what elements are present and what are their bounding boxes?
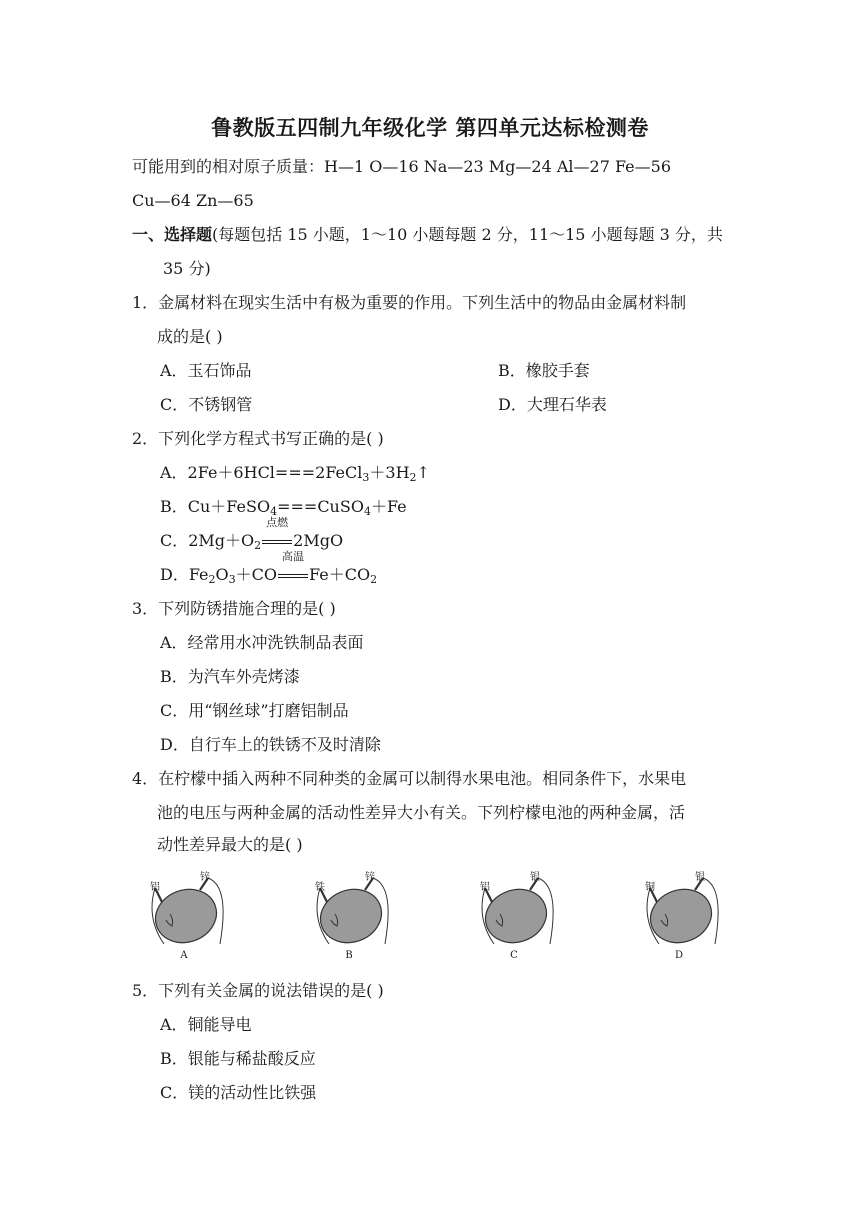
lemon-icon bbox=[470, 868, 570, 952]
reaction-condition: 高温 bbox=[278, 564, 308, 586]
lemon-icon bbox=[635, 868, 735, 952]
section-1-heading: 一、选择题 bbox=[132, 225, 213, 244]
lemon-battery-figure-d[interactable] bbox=[635, 868, 735, 960]
lemon-battery-figure-a[interactable] bbox=[140, 868, 240, 960]
section-1-description-cont: 35 分) bbox=[163, 259, 211, 278]
section-1-heading-line bbox=[132, 224, 723, 246]
q3-option-a[interactable]: A．经常用水冲洗铁制品表面 bbox=[160, 633, 364, 652]
left-metal-label: 铁 bbox=[315, 882, 325, 893]
atomic-masses-line-1: 可能用到的相对原子质量：H—1 O—16 Na—23 Mg—24 Al—27 Fe—56 bbox=[132, 157, 672, 176]
right-metal-label: 锌 bbox=[365, 872, 375, 883]
q2-option-b[interactable]: B．Cu＋FeSO$_4$===CuSO$_4$＋Fe bbox=[160, 497, 407, 518]
q4-stem-line-3: 动性差异最大的是( ) bbox=[157, 835, 303, 854]
q2-stem: 2．下列化学方程式书写正确的是( ) bbox=[132, 429, 384, 448]
q1-option-a[interactable]: A．玉石饰品 bbox=[160, 361, 252, 380]
q2-option-a[interactable]: A．$2Fe+6HCl===2FeCl_3+3H_2↑$ bbox=[160, 463, 430, 484]
q1-option-d[interactable]: D．大理石华表 bbox=[498, 395, 607, 414]
reaction-condition: 点燃 bbox=[262, 530, 292, 552]
q4-stem-line-1: 4．在柠檬中插入两种不同种类的金属可以制得水果电池。相同条件下，水果电 bbox=[132, 769, 687, 788]
right-metal-label: 锌 bbox=[200, 872, 210, 883]
right-metal-label: 银 bbox=[530, 872, 540, 883]
atomic-masses-line-2: Cu—64 Zn—65 bbox=[132, 191, 254, 210]
lemon-icon bbox=[140, 868, 240, 952]
lemon-icon bbox=[305, 868, 405, 952]
q2-option-d[interactable]: D．$Fe_2O_3+CO$ 高温 $Fe+CO_2$ bbox=[160, 550, 378, 586]
section-1-description: (每题包括 15 小题，1～10 小题每题 2 分，11～15 小题每题 3 分，共 bbox=[212, 225, 723, 244]
q5-option-b[interactable]: B．银能与稀盐酸反应 bbox=[160, 1049, 316, 1068]
q5-option-a[interactable]: A．铜能导电 bbox=[160, 1015, 252, 1034]
figure-caption: D bbox=[674, 950, 684, 961]
q5-option-c[interactable]: C．镁的活动性比铁强 bbox=[160, 1083, 317, 1102]
q5-stem: 5．下列有关金属的说法错误的是( ) bbox=[132, 981, 384, 1000]
q2-option-c[interactable]: C．$2Mg+O_2$ 点燃 2MgO bbox=[160, 516, 344, 552]
figure-caption: C bbox=[510, 950, 518, 961]
left-metal-label: 铝 bbox=[480, 882, 490, 893]
figure-caption: B bbox=[345, 950, 353, 961]
q4-stem-line-2: 池的电压与两种金属的活动性差异大小有关。下列柠檬电池的两种金属，活 bbox=[157, 803, 686, 822]
right-metal-label: 银 bbox=[695, 872, 705, 883]
page-title: 鲁教版五四制九年级化学 第四单元达标检测卷 bbox=[211, 116, 649, 140]
q3-option-c[interactable]: C．用“钢丝球”打磨铝制品 bbox=[160, 701, 349, 720]
left-metal-label: 铜 bbox=[645, 882, 655, 893]
lemon-battery-figure-b[interactable] bbox=[305, 868, 405, 960]
left-metal-label: 铝 bbox=[150, 882, 160, 893]
q3-option-d[interactable]: D．自行车上的铁锈不及时清除 bbox=[160, 735, 381, 754]
q1-option-b[interactable]: B．橡胶手套 bbox=[498, 361, 590, 380]
q1-stem-line-2: 成的是( ) bbox=[157, 327, 223, 346]
q3-option-b[interactable]: B．为汽车外壳烤漆 bbox=[160, 667, 300, 686]
q1-stem-line-1: 1．金属材料在现实生活中有极为重要的作用。下列生活中的物品由金属材料制 bbox=[132, 293, 687, 312]
q3-stem: 3．下列防锈措施合理的是( ) bbox=[132, 599, 336, 618]
figure-caption: A bbox=[180, 950, 188, 961]
q1-option-c[interactable]: C．不锈钢管 bbox=[160, 395, 253, 414]
lemon-battery-figure-c[interactable] bbox=[470, 868, 570, 960]
